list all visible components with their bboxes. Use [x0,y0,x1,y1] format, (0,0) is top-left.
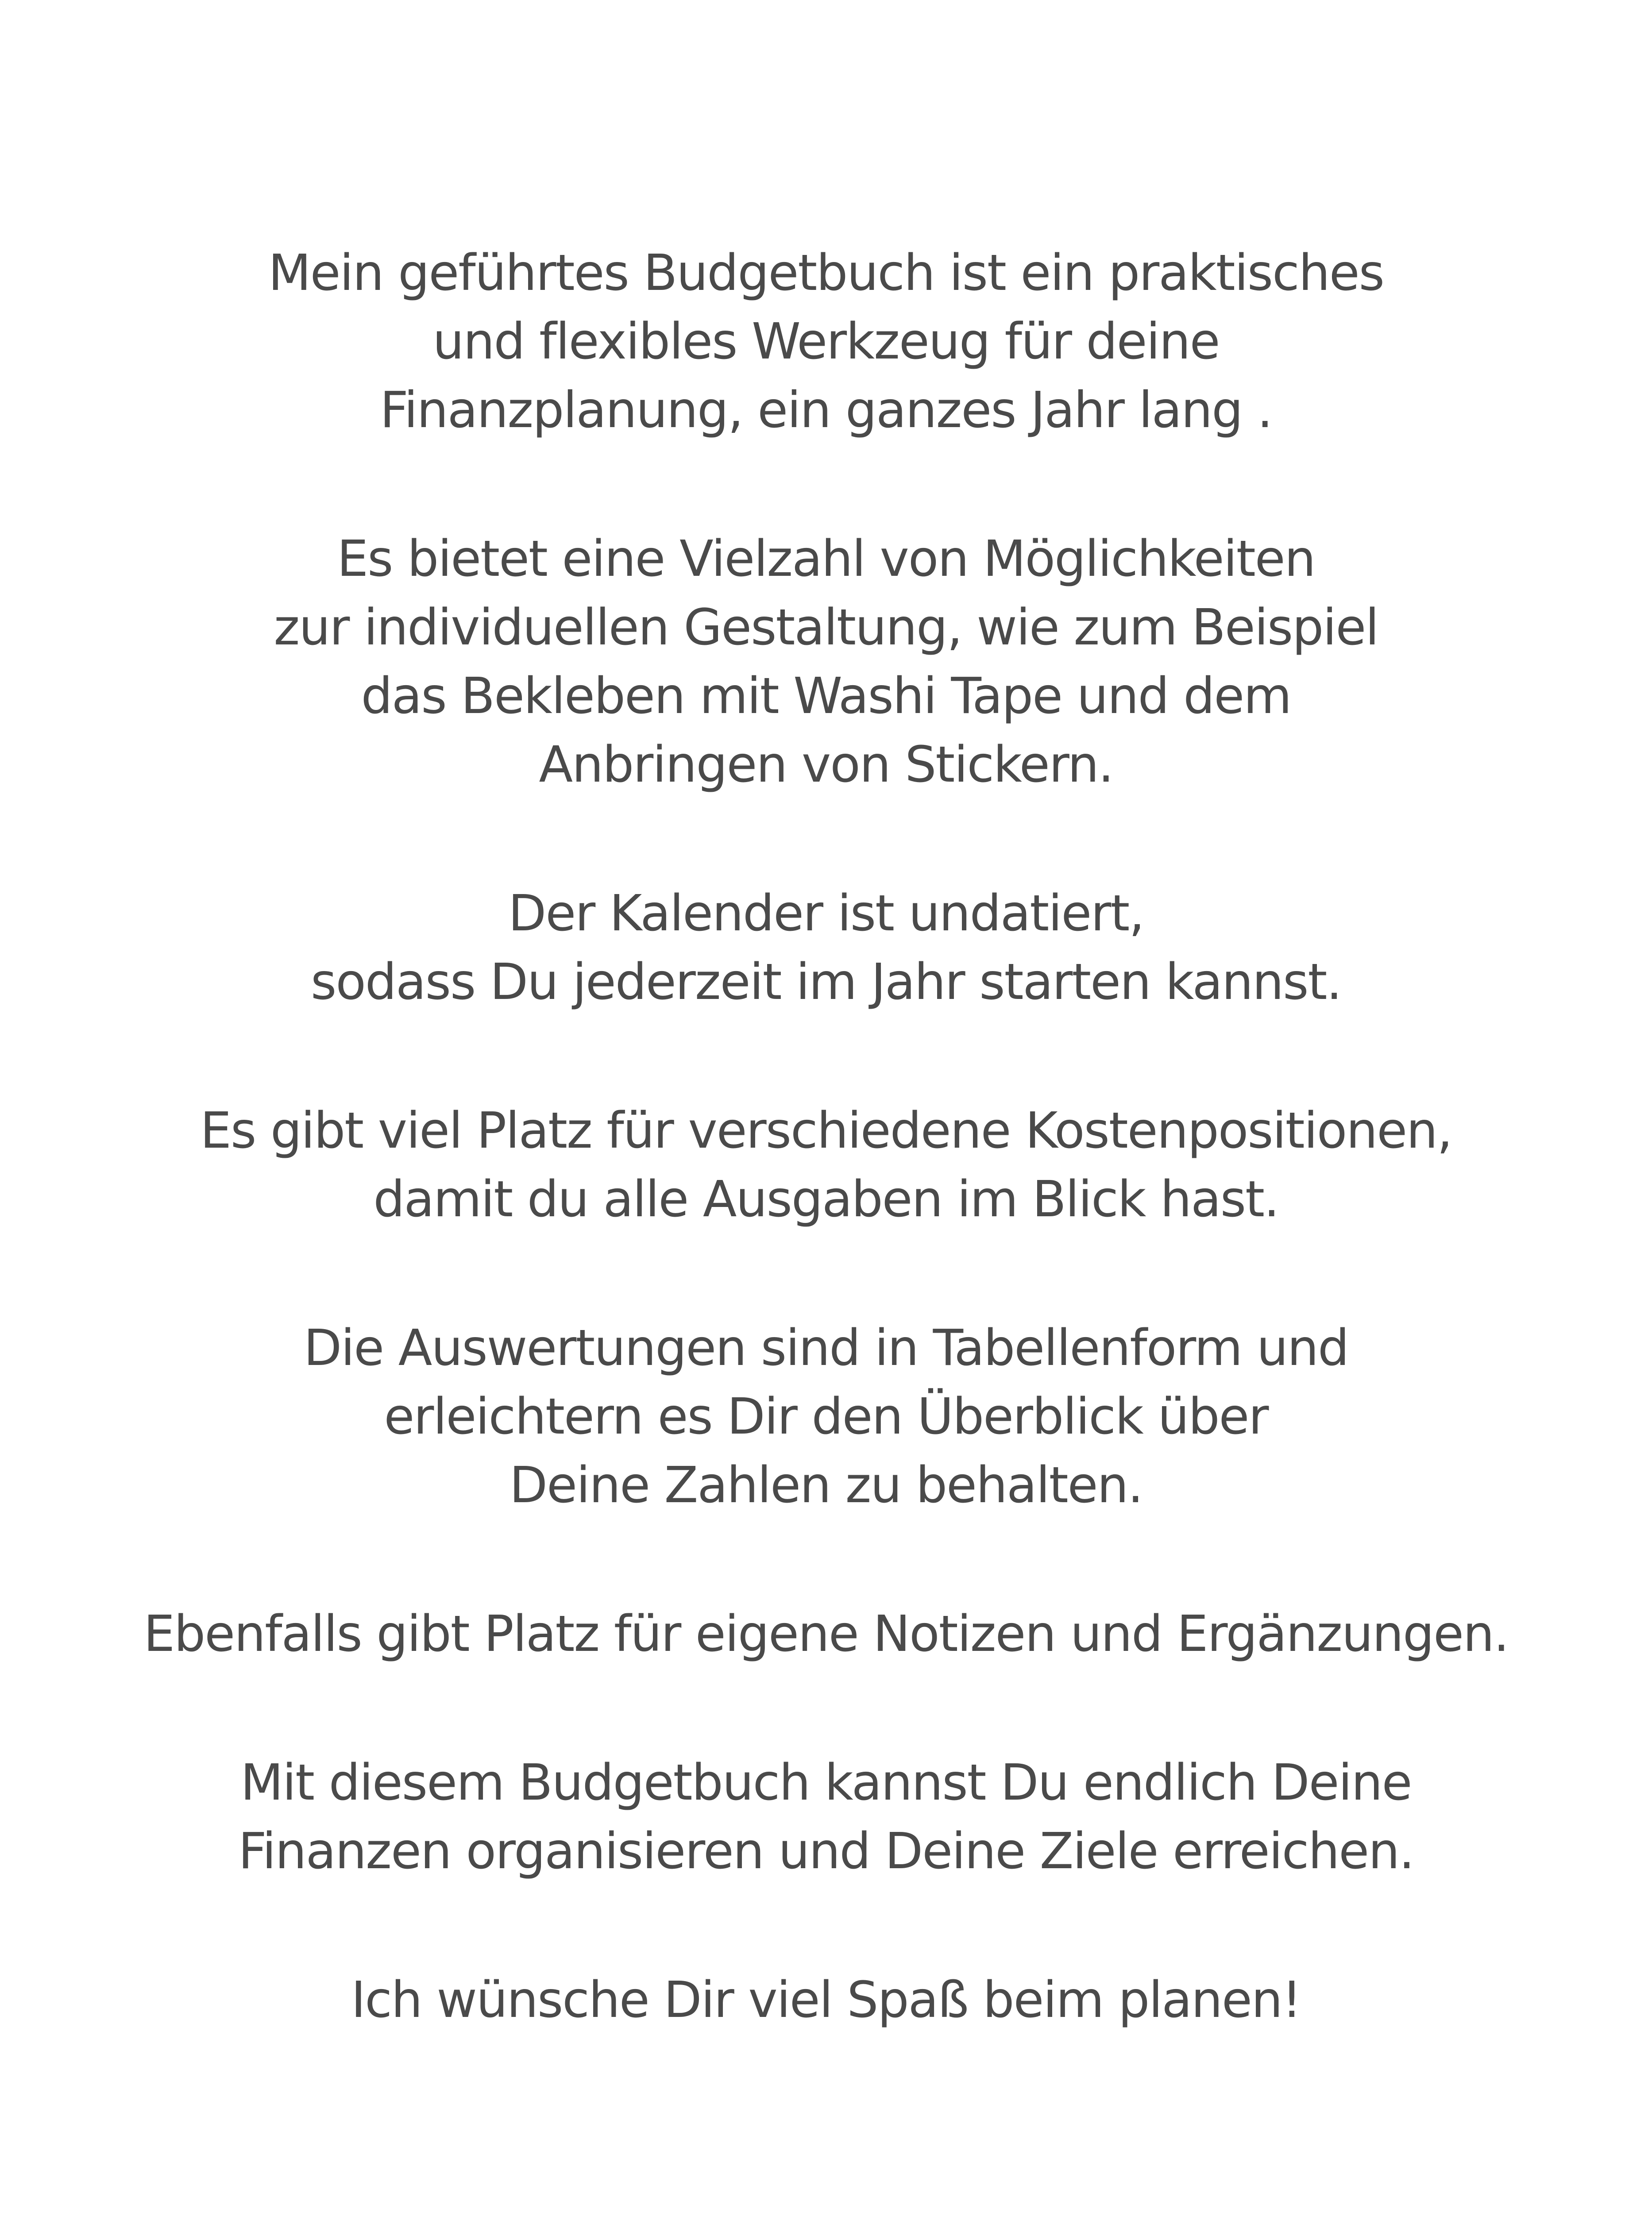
text-line: Es gibt viel Platz für verschiedene Kostenpositionen, [200,1102,1452,1160]
paragraph-closing [89,1966,1563,2035]
paragraph-intro [89,239,1563,445]
text-line: Die Auswertungen sind in Tabellenform und [303,1319,1349,1377]
paragraph-notes [89,1600,1563,1669]
paragraph-goals [89,1749,1563,1886]
body-text [89,239,1563,2035]
text-line: zur individuellen Gestaltung, wie zum Beispiel [274,599,1378,656]
text-line: Finanzen organisieren und Deine Ziele erreichen. [238,1823,1414,1880]
text-line: Mit diesem Budgetbuch kannst Du endlich Deine [240,1754,1412,1812]
text-line: erleichtern es Dir den Überblick über [384,1388,1268,1446]
paragraph-calendar [89,879,1563,1017]
text-line: Es bietet eine Vielzahl von Möglichkeiten [337,530,1315,588]
text-line: Finanzplanung, ein ganzes Jahr lang . [380,382,1272,439]
paragraph-customization [89,525,1563,799]
text-line: Der Kalender ist undatiert, [508,885,1144,942]
text-line: sodass Du jederzeit im Jahr starten kannst. [311,953,1341,1011]
text-line: damit du alle Ausgaben im Blick hast. [373,1171,1279,1228]
text-line: das Bekleben mit Washi Tape und dem [361,667,1291,725]
text-line: Ebenfalls gibt Platz für eigene Notizen und Ergänzungen. [143,1605,1509,1663]
text-line: Ich wünsche Dir viel Spaß beim planen! [351,1971,1301,2029]
text-line: Anbringen von Stickern. [539,736,1113,794]
paragraph-costs [89,1097,1563,1234]
text-line: Mein geführtes Budgetbuch ist ein praktisches [268,244,1384,302]
paragraph-evaluations [89,1314,1563,1520]
text-line: Deine Zahlen zu behalten. [509,1457,1143,1514]
text-line: und flexibles Werkzeug für deine [432,313,1220,370]
